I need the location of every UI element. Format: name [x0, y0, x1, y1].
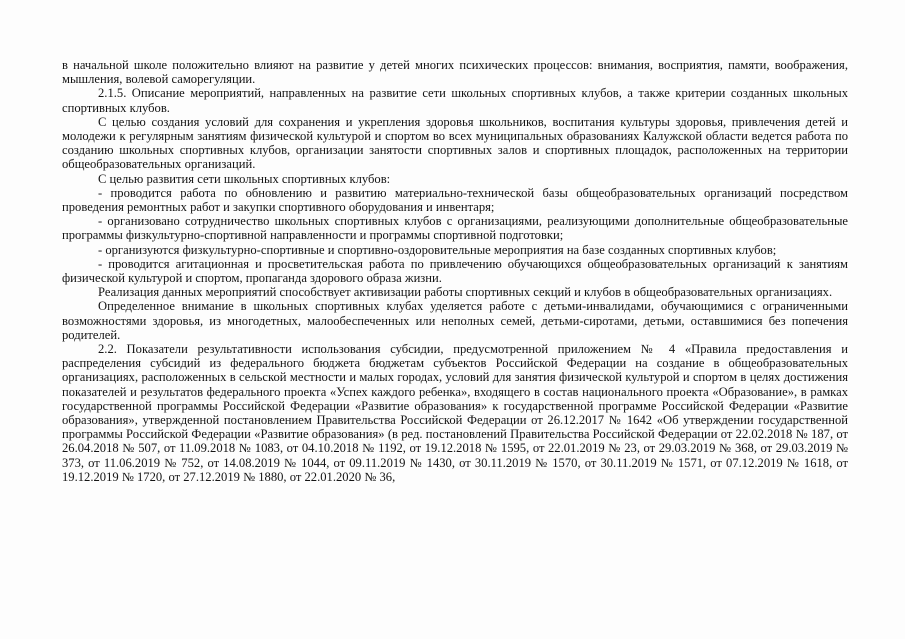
section-2-2-paragraph: 2.2. Показатели результативности использования субсидии, предусмотренной приложением № 4 «Правила предоставления и распределения субсидий из федерального бюджета бюджетам субъектов Российской Федерации на создание в общеобразовательных организациях, расположенных в сельской местности и малых городах, условий для занятия физической культурой и спортом в целях достижения показателей и результатов федерального проекта «Успех каждого ребенка», входящего в состав национального проекта «Образование», в рамках государственной программы Российской Федерации «Развитие образования» к государственной программе Российской Федерации «Развитие образования», утвержденной постановлением Правительства Российской Федерации от 26.12.2017 № 1642 «Об утверждении государственной программы Российской Федерации «Развитие образования» (в ред. постановлений Правительства Российской Федерации от 22.02.2018 № 187, от 26.04.2018 № 507, от 11.09.2018 № 1083, от 04.10.2018 № 1192, от 19.12.2018 № 1595, от 22.01.2019 № 23, от 29.03.2019 № 368, от 29.03.2019 № 373, от 11.06.2019 № 752, от 14.08.2019 № 1044, от 09.11.2019 № 1430, от 30.11.2019 № 1570, от 30.11.2019 № 1571, от 07.12.2019 № 1618, от 19.12.2019 № 1720, от 27.12.2019 № 1880, от 22.01.2020 № 36, [62, 342, 848, 484]
paragraph: Реализация данных мероприятий способствует активизации работы спортивных секций и клубов в общеобразовательных организациях. [98, 285, 833, 300]
paragraph: С целью создания условий для сохранения и укрепления здоровья школьников, воспитания культуры здоровья, привлечения детей и молодежи к регулярным занятиям физической культурой и спортом во всех муниципальных образованиях Калужской области ведется работа по созданию школьных спортивных клубов, организации занятости спортивных залов и спортивных площадок, расположенных на территории общеобразовательных организаций. [62, 114, 848, 172]
document-body [62, 58, 848, 484]
paragraph-continuation: в начальной школе положительно влияют на развитие у детей многих психических процессов: внимания, восприятия, памяти, воображения, мышления, волевой саморегуляции. [62, 58, 848, 87]
paragraph: Определенное внимание в школьных спортивных клубах уделяется работе с детьми-инвалидами, обучающимися с ограниченными возможностями здоровья, из многодетных, малообеспеченных или неполных семей, детьми-сиротами, детьми, оставшимися без попечения родителей. [62, 299, 848, 342]
list-item: - проводится работа по обновлению и развитию материально-технической базы общеобразовательных организаций посредством проведения ремонтных работ и закупки спортивного оборудования и инвентаря; [62, 185, 848, 215]
section-heading-2-1-5: 2.1.5. Описание мероприятий, направленных на развитие сети школьных спортивных клубов, а также критерии созданных школьных спортивных клубов. [62, 86, 848, 115]
list-item: - организуются физкультурно-спортивные и спортивно-оздоровительные мероприятия на базе созданных спортивных клубов; [98, 242, 777, 257]
list-item: - проводится агитационная и просветительская работа по привлечению обучающихся общеобразовательных организаций к занятиям физической культурой и спортом, пропаганда здорового образа жизни. [62, 256, 848, 286]
paragraph: С целью развития сети школьных спортивных клубов: [98, 171, 391, 186]
list-item: - организовано сотрудничество школьных спортивных клубов с организациями, реализующими дополнительные общеобразовательные программы физкультурно-спортивной направленности и программы спортивной подготовки; [62, 214, 848, 243]
